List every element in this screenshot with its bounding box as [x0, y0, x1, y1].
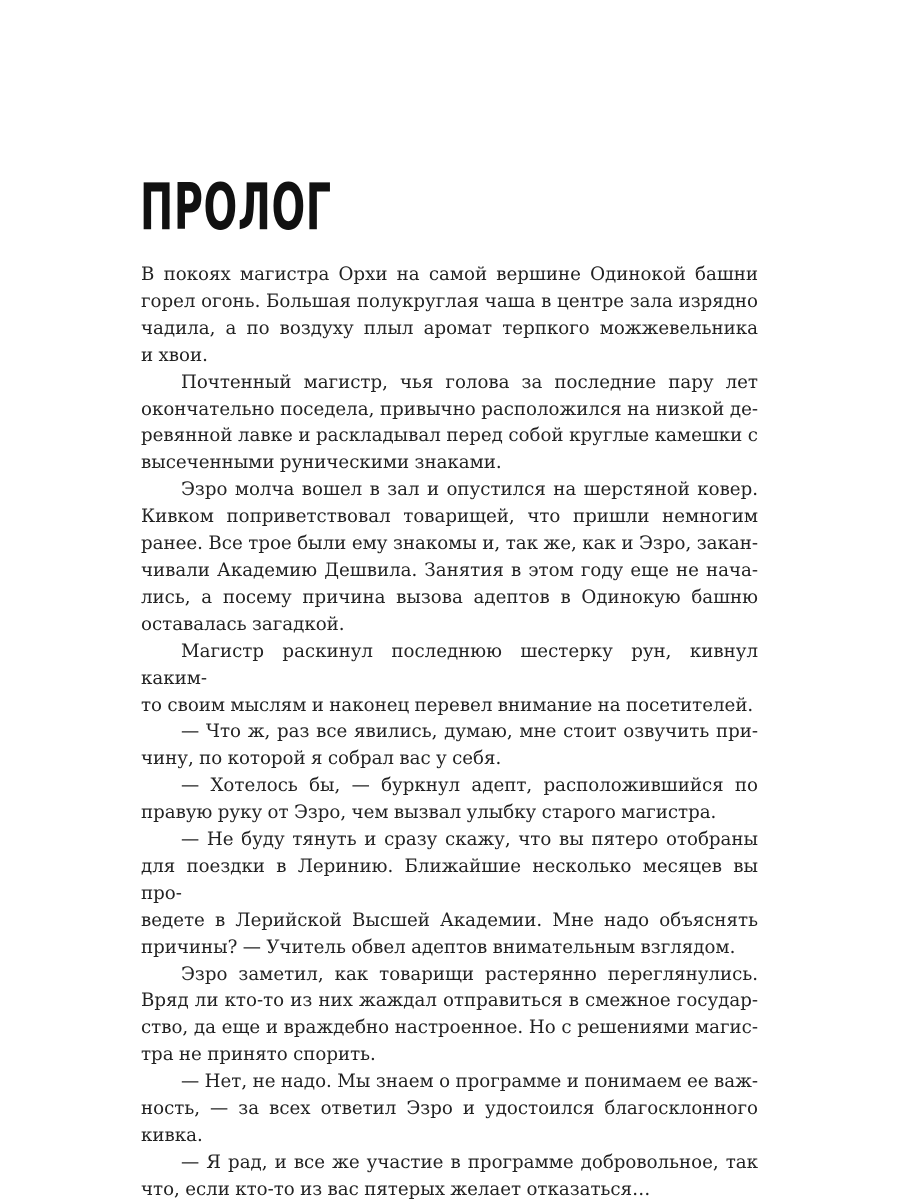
paragraph-3-line-5: лись, а посему причина вызова адептов в Одинокую башню [141, 586, 758, 608]
paragraph-4-line-2: то своим мыслям и наконец перевел внимание на посетителей. [141, 694, 754, 716]
paragraph-7-line-4: причины? — Учитель обвел адептов внимательным взглядом. [141, 936, 736, 958]
paragraph-3-line-4: чивали Академию Дешвила. Занятия в этом году еще не нача- [141, 559, 758, 581]
paragraph-3-line-1: Эзро молча вошел в зал и опустился на шерстяной ковер. [181, 479, 758, 501]
paragraph-6-line-1: — Хотелось бы, — буркнул адепт, расположившийся по [181, 775, 758, 797]
paragraph-3-line-6: оставалась загадкой. [141, 613, 345, 635]
paragraph-9-line-2: ность, — за всех ответил Эзро и удостоился благосклонного кивка. [141, 1098, 758, 1146]
paragraph-10-line-1: — Я рад, и все же участие в программе добровольное, так [181, 1151, 758, 1173]
paragraph-1-line-2: горел огонь. Большая полукруглая чаша в центре зала изрядно [141, 290, 758, 312]
paragraph-2-line-2: окончательно поседела, привычно расположился на низкой де- [141, 398, 758, 420]
paragraph-2-line-4: высеченными руническими знаками. [141, 452, 502, 474]
paragraph-8-line-1: Эзро заметил, как товарищи растерянно переглянулись. [181, 963, 758, 985]
paragraph-6-line-2: правую руку от Эзро, чем вызвал улыбку старого магистра. [141, 802, 717, 824]
paragraph-7-line-2: для поездки в Леринию. Ближайшие несколько месяцев вы про- [141, 855, 758, 904]
chapter-title: ПРОЛОГ [140, 171, 332, 245]
paragraph-8-line-4: тра не принято спорить. [141, 1044, 376, 1066]
paragraph-3-line-3: ранее. Все трое были ему знакомы и, так же, как и Эзро, закан- [141, 533, 758, 555]
paragraph-1-line-3: чадила, а по воздуху плыл аромат терпкого можжевельника [141, 317, 758, 339]
paragraph-2-line-3: ревянной лавке и раскладывал перед собой круглые камешки с [141, 425, 758, 447]
body-text [141, 262, 758, 1204]
paragraph-1-line-4: и хвои. [141, 344, 208, 366]
paragraph-2-line-1: Почтенный магистр, чья голова за последние пару лет [181, 371, 758, 393]
paragraph-7-line-3: ведете в Лерийской Высшей Академии. Мне надо объяснять [141, 909, 758, 931]
paragraph-8-line-2: Вряд ли кто-то из них жаждал отправиться в смежное государ- [141, 990, 758, 1012]
paragraph-8-line-3: ство, да еще и враждебно настроенное. Но с решениями магис- [141, 1017, 758, 1039]
paragraph-10-line-2: что, если кто-то из вас пятерых желает отказаться… [141, 1178, 651, 1200]
paragraph-5-line-2: чину, по которой я собрал вас у себя. [141, 748, 502, 770]
paragraph-3-line-2: Кивком поприветствовал товарищей, что пришли немногим [141, 506, 758, 528]
paragraph-7-line-1: — Не буду тянуть и сразу скажу, что вы пятеро отобраны [181, 829, 758, 851]
paragraph-4-line-1: Магистр раскинул последнюю шестерку рун, кивнул каким- [141, 640, 758, 689]
paragraph-1-line-1: В покоях магистра Орхи на самой вершине Одинокой башни [141, 264, 758, 285]
paragraph-9-line-1: — Нет, не надо. Мы знаем о программе и понимаем ее важ- [181, 1071, 758, 1093]
paragraph-5-line-1: — Что ж, раз все явились, думаю, мне стоит озвучить при- [181, 721, 758, 743]
